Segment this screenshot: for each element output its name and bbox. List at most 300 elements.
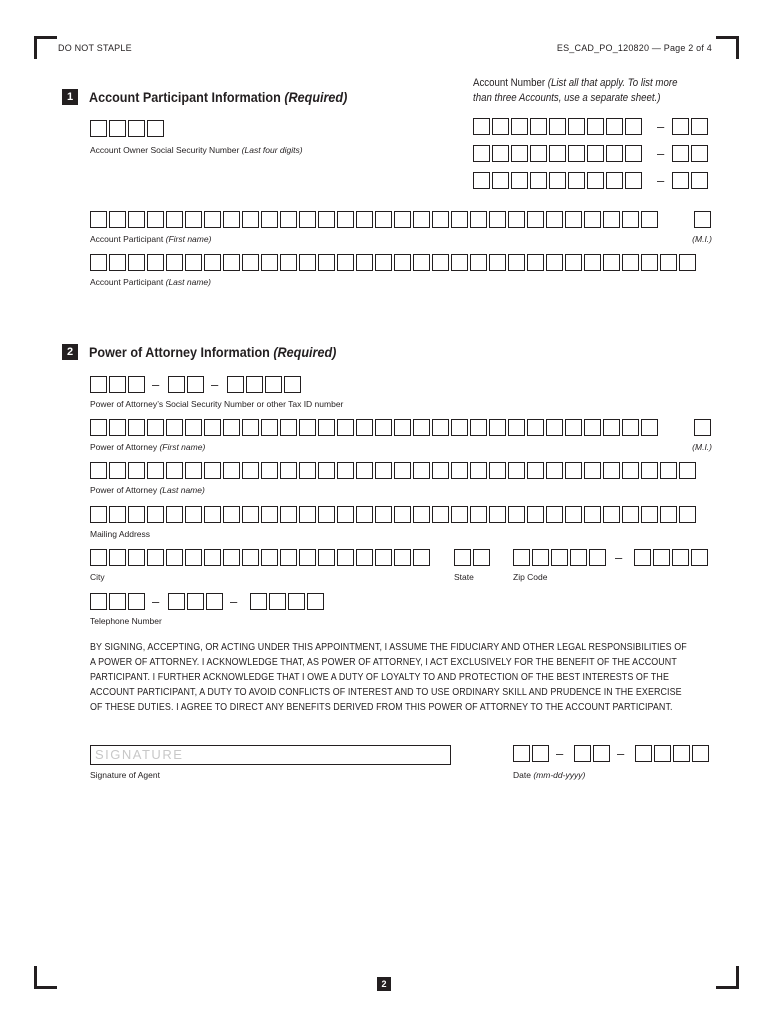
char-box[interactable] [288, 593, 305, 610]
char-box[interactable] [280, 419, 297, 436]
char-box[interactable] [223, 549, 240, 566]
date-month[interactable] [513, 745, 551, 762]
poa-first-name[interactable] [90, 419, 660, 436]
char-box[interactable] [318, 549, 335, 566]
char-box[interactable] [261, 549, 278, 566]
char-box[interactable] [223, 211, 240, 228]
char-box[interactable] [603, 211, 620, 228]
char-box[interactable] [356, 419, 373, 436]
char-box[interactable] [375, 462, 392, 479]
char-box[interactable] [634, 549, 651, 566]
char-box[interactable] [635, 745, 652, 762]
char-box[interactable] [394, 254, 411, 271]
char-box[interactable] [166, 462, 183, 479]
char-box[interactable] [261, 254, 278, 271]
char-box[interactable] [432, 462, 449, 479]
char-box[interactable] [375, 419, 392, 436]
char-box[interactable] [242, 211, 259, 228]
char-box[interactable] [508, 462, 525, 479]
char-box[interactable] [128, 120, 145, 137]
char-box[interactable] [622, 254, 639, 271]
char-box[interactable] [375, 211, 392, 228]
char-box[interactable] [549, 118, 566, 135]
crop-mark-top-left [34, 36, 57, 59]
char-box[interactable] [513, 745, 530, 762]
char-box[interactable] [261, 506, 278, 523]
poa-phone-prefix[interactable] [168, 593, 225, 610]
char-box[interactable] [185, 419, 202, 436]
char-box[interactable] [356, 254, 373, 271]
char-box[interactable] [337, 254, 354, 271]
char-box[interactable] [337, 211, 354, 228]
char-box[interactable] [394, 506, 411, 523]
char-box[interactable] [242, 419, 259, 436]
char-box[interactable] [242, 506, 259, 523]
char-box[interactable] [527, 211, 544, 228]
char-box[interactable] [356, 211, 373, 228]
char-box[interactable] [261, 462, 278, 479]
char-box[interactable] [299, 254, 316, 271]
char-box[interactable] [204, 549, 221, 566]
char-box[interactable] [546, 419, 563, 436]
char-box[interactable] [511, 145, 528, 162]
account-number-3-suffix[interactable] [672, 172, 710, 189]
char-box[interactable] [166, 549, 183, 566]
char-box[interactable] [168, 376, 185, 393]
char-box[interactable] [584, 211, 601, 228]
char-box[interactable] [147, 211, 164, 228]
char-box[interactable] [356, 462, 373, 479]
char-box[interactable] [679, 506, 696, 523]
poa-ssn-part3[interactable] [227, 376, 303, 393]
char-box[interactable] [227, 376, 244, 393]
zip-dash: – [615, 550, 623, 565]
zip-label: Zip Code [513, 572, 548, 582]
char-box[interactable] [691, 549, 708, 566]
char-box[interactable] [432, 254, 449, 271]
char-box[interactable] [413, 254, 430, 271]
char-box[interactable] [549, 145, 566, 162]
participant-first-name[interactable] [90, 211, 660, 228]
char-box[interactable] [432, 419, 449, 436]
char-box[interactable] [128, 376, 145, 393]
char-box[interactable] [532, 745, 549, 762]
char-box[interactable] [492, 172, 509, 189]
char-box[interactable] [223, 462, 240, 479]
char-box[interactable] [280, 506, 297, 523]
char-box[interactable] [147, 462, 164, 479]
participant-last-name[interactable] [90, 254, 698, 271]
char-box[interactable] [489, 211, 506, 228]
char-box[interactable] [489, 419, 506, 436]
char-box[interactable] [603, 462, 620, 479]
char-box[interactable] [473, 549, 490, 566]
char-box[interactable] [109, 254, 126, 271]
char-box[interactable] [318, 462, 335, 479]
char-box[interactable] [593, 745, 610, 762]
char-box[interactable] [206, 593, 223, 610]
char-box[interactable] [337, 549, 354, 566]
char-box[interactable] [654, 745, 671, 762]
char-box[interactable] [109, 593, 126, 610]
form-id-page: ES_CAD_PO_120820 — Page 2 of 4 [556, 43, 712, 53]
char-box[interactable] [454, 549, 471, 566]
poa-mi[interactable] [694, 419, 713, 436]
char-box[interactable] [185, 254, 202, 271]
char-box[interactable] [166, 506, 183, 523]
poa-phone-line[interactable] [250, 593, 326, 610]
char-box[interactable] [489, 254, 506, 271]
char-box[interactable] [570, 549, 587, 566]
char-box[interactable] [546, 462, 563, 479]
char-box[interactable] [204, 254, 221, 271]
char-box[interactable] [185, 549, 202, 566]
char-box[interactable] [691, 118, 708, 135]
char-box[interactable] [530, 118, 547, 135]
char-box[interactable] [187, 376, 204, 393]
char-box[interactable] [691, 145, 708, 162]
char-box[interactable] [394, 549, 411, 566]
char-box[interactable] [551, 549, 568, 566]
char-box[interactable] [299, 462, 316, 479]
char-box[interactable] [470, 211, 487, 228]
char-box[interactable] [250, 593, 267, 610]
char-box[interactable] [90, 462, 107, 479]
char-box[interactable] [375, 254, 392, 271]
char-box[interactable] [473, 118, 490, 135]
char-box[interactable] [128, 211, 145, 228]
char-box[interactable] [513, 549, 530, 566]
char-box[interactable] [694, 211, 711, 228]
char-box[interactable] [492, 145, 509, 162]
date-year[interactable] [635, 745, 711, 762]
char-box[interactable] [223, 254, 240, 271]
date-dash-2: – [617, 746, 625, 761]
char-box[interactable] [166, 254, 183, 271]
char-box[interactable] [109, 120, 126, 137]
char-box[interactable] [511, 172, 528, 189]
char-box[interactable] [451, 419, 468, 436]
char-box[interactable] [109, 549, 126, 566]
poa-acknowledgement-text: BY SIGNING, ACCEPTING, OR ACTING UNDER THIS APPOINTMENT, I ASSUME THE FIDUCIARY AND OTHER LEGAL RESPONSIBILITIES OF A POWER OF ATTORNEY. I ACKNOWLEDGE THAT, AS POWER OF ATTORNEY, I ACT EXCLUSIVELY FOR THE BENEFIT OF THE ACCOUNT PARTICIPANT. I FURTHER ACKNOWLEDGE THAT I OWE A DUTY OF LOYALTY TO AND PROTECTION OF THE BEST INTERESTS OF THE ACCOUNT PARTICIPANT, A DUTY TO AVOID CONFLICTS OF INTEREST AND TO USE ORDINARY SKILL AND PRUDENCE IN THE EXERCISE OF THESE DUTIES. I AGREE TO DIRECT ANY BENEFITS DERIVED FROM THIS POWER OF ATTORNEY TO THE ACCOUNT PARTICIPANT. [90, 641, 687, 713]
char-box[interactable] [565, 254, 582, 271]
char-box[interactable] [587, 118, 604, 135]
char-box[interactable] [492, 118, 509, 135]
char-box[interactable] [318, 419, 335, 436]
char-box[interactable] [622, 419, 639, 436]
char-box[interactable] [299, 419, 316, 436]
char-box[interactable] [128, 506, 145, 523]
account-number-3-dash: – [657, 173, 665, 188]
poa-ssn-part2[interactable] [168, 376, 206, 393]
char-box[interactable] [375, 506, 392, 523]
char-box[interactable] [394, 419, 411, 436]
char-box[interactable] [109, 419, 126, 436]
char-box[interactable] [641, 506, 658, 523]
char-box[interactable] [128, 549, 145, 566]
char-box[interactable] [147, 549, 164, 566]
char-box[interactable] [242, 462, 259, 479]
char-box[interactable] [394, 211, 411, 228]
account-number-1-dash: – [657, 119, 665, 134]
char-box[interactable] [568, 172, 585, 189]
account-number-2-main[interactable] [473, 145, 644, 162]
char-box[interactable] [622, 462, 639, 479]
char-box[interactable] [660, 254, 677, 271]
char-box[interactable] [606, 118, 623, 135]
account-number-2-suffix[interactable] [672, 145, 710, 162]
char-box[interactable] [694, 419, 711, 436]
do-not-staple-note: DO NOT STAPLE [58, 43, 132, 53]
char-box[interactable] [109, 211, 126, 228]
char-box[interactable] [90, 254, 107, 271]
char-box[interactable] [280, 462, 297, 479]
char-box[interactable] [166, 419, 183, 436]
poa-phone-area[interactable] [90, 593, 147, 610]
char-box[interactable] [692, 745, 709, 762]
telephone-label: Telephone Number [90, 616, 162, 626]
char-box[interactable] [337, 506, 354, 523]
char-box[interactable] [432, 211, 449, 228]
char-box[interactable] [653, 549, 670, 566]
char-box[interactable] [508, 254, 525, 271]
char-box[interactable] [185, 462, 202, 479]
char-box[interactable] [280, 211, 297, 228]
char-box[interactable] [413, 506, 430, 523]
account-number-2-dash: – [657, 146, 665, 161]
char-box[interactable] [679, 462, 696, 479]
char-box[interactable] [356, 549, 373, 566]
char-box[interactable] [546, 211, 563, 228]
char-box[interactable] [223, 506, 240, 523]
char-box[interactable] [242, 254, 259, 271]
char-box[interactable] [508, 506, 525, 523]
char-box[interactable] [299, 506, 316, 523]
char-box[interactable] [223, 419, 240, 436]
mailing-address-label: Mailing Address [90, 529, 151, 539]
char-box[interactable] [109, 462, 126, 479]
char-box[interactable] [451, 506, 468, 523]
signature-field[interactable]: SIGNATURE [90, 745, 451, 765]
char-box[interactable] [589, 549, 606, 566]
char-box[interactable] [622, 211, 639, 228]
char-box[interactable] [625, 145, 642, 162]
section-2-title: Power of Attorney Information (Required) [89, 344, 337, 360]
char-box[interactable] [584, 506, 601, 523]
date-day[interactable] [574, 745, 612, 762]
char-box[interactable] [511, 118, 528, 135]
account-owner-ssn-last4[interactable] [90, 120, 166, 137]
char-box[interactable] [587, 172, 604, 189]
char-box[interactable] [90, 376, 107, 393]
char-box[interactable] [565, 211, 582, 228]
char-box[interactable] [584, 419, 601, 436]
char-box[interactable] [90, 419, 107, 436]
char-box[interactable] [166, 211, 183, 228]
char-box[interactable] [413, 211, 430, 228]
char-box[interactable] [672, 145, 689, 162]
char-box[interactable] [318, 506, 335, 523]
char-box[interactable] [432, 506, 449, 523]
poa-city[interactable] [90, 549, 432, 566]
char-box[interactable] [337, 462, 354, 479]
char-box[interactable] [147, 120, 164, 137]
char-box[interactable] [265, 376, 282, 393]
char-box[interactable] [625, 118, 642, 135]
char-box[interactable] [508, 419, 525, 436]
char-box[interactable] [546, 506, 563, 523]
account-number-label: Account Number (List all that apply. To list more than three Accounts, use a separate sheet.) [473, 77, 678, 104]
poa-last-name[interactable] [90, 462, 698, 479]
char-box[interactable] [299, 549, 316, 566]
char-box[interactable] [307, 593, 324, 610]
crop-mark-bottom-right [716, 966, 739, 989]
char-box[interactable] [280, 549, 297, 566]
page-number: 2 [377, 977, 391, 991]
char-box[interactable] [185, 506, 202, 523]
char-box[interactable] [204, 506, 221, 523]
char-box[interactable] [451, 211, 468, 228]
char-box[interactable] [90, 120, 107, 137]
char-box[interactable] [584, 462, 601, 479]
char-box[interactable] [568, 118, 585, 135]
account-number-1-suffix[interactable] [672, 118, 710, 135]
char-box[interactable] [284, 376, 301, 393]
char-box[interactable] [672, 172, 689, 189]
char-box[interactable] [128, 419, 145, 436]
char-box[interactable] [337, 419, 354, 436]
char-box[interactable] [603, 419, 620, 436]
char-box[interactable] [679, 254, 696, 271]
char-box[interactable] [451, 462, 468, 479]
char-box[interactable] [451, 254, 468, 271]
char-box[interactable] [318, 254, 335, 271]
char-box[interactable] [280, 254, 297, 271]
char-box[interactable] [356, 506, 373, 523]
char-box[interactable] [90, 593, 107, 610]
char-box[interactable] [641, 462, 658, 479]
char-box[interactable] [90, 549, 107, 566]
char-box[interactable] [641, 211, 658, 228]
char-box[interactable] [470, 254, 487, 271]
char-box[interactable] [489, 506, 506, 523]
char-box[interactable] [168, 593, 185, 610]
section-2-badge: 2 [62, 344, 78, 360]
char-box[interactable] [641, 254, 658, 271]
poa-ssn-dash-1: – [152, 377, 160, 392]
char-box[interactable] [625, 172, 642, 189]
char-box[interactable] [527, 419, 544, 436]
account-number-1-main[interactable] [473, 118, 644, 135]
char-box[interactable] [473, 145, 490, 162]
char-box[interactable] [606, 172, 623, 189]
char-box[interactable] [90, 211, 107, 228]
char-box[interactable] [242, 549, 259, 566]
char-box[interactable] [413, 462, 430, 479]
char-box[interactable] [128, 462, 145, 479]
char-box[interactable] [187, 593, 204, 610]
state-label: State [454, 572, 474, 582]
char-box[interactable] [672, 549, 689, 566]
char-box[interactable] [147, 506, 164, 523]
char-box[interactable] [587, 145, 604, 162]
char-box[interactable] [527, 506, 544, 523]
char-box[interactable] [603, 506, 620, 523]
char-box[interactable] [565, 419, 582, 436]
poa-ssn-part1[interactable] [90, 376, 147, 393]
char-box[interactable] [508, 211, 525, 228]
char-box[interactable] [204, 419, 221, 436]
char-box[interactable] [546, 254, 563, 271]
char-box[interactable] [565, 462, 582, 479]
char-box[interactable] [489, 462, 506, 479]
char-box[interactable] [128, 254, 145, 271]
char-box[interactable] [375, 549, 392, 566]
char-box[interactable] [574, 745, 591, 762]
char-box[interactable] [527, 254, 544, 271]
char-box[interactable] [261, 211, 278, 228]
char-box[interactable] [584, 254, 601, 271]
char-box[interactable] [641, 419, 658, 436]
char-box[interactable] [549, 172, 566, 189]
char-box[interactable] [109, 376, 126, 393]
char-box[interactable] [606, 145, 623, 162]
char-box[interactable] [470, 462, 487, 479]
char-box[interactable] [318, 211, 335, 228]
char-box[interactable] [413, 549, 430, 566]
participant-mi[interactable] [694, 211, 713, 228]
char-box[interactable] [660, 506, 677, 523]
char-box[interactable] [470, 419, 487, 436]
char-box[interactable] [204, 211, 221, 228]
poa-zip-5[interactable] [513, 549, 608, 566]
char-box[interactable] [568, 145, 585, 162]
char-box[interactable] [603, 254, 620, 271]
char-box[interactable] [147, 254, 164, 271]
char-box[interactable] [269, 593, 286, 610]
char-box[interactable] [673, 745, 690, 762]
char-box[interactable] [246, 376, 263, 393]
char-box[interactable] [394, 462, 411, 479]
char-box[interactable] [147, 419, 164, 436]
char-box[interactable] [660, 462, 677, 479]
char-box[interactable] [261, 419, 278, 436]
char-box[interactable] [204, 462, 221, 479]
account-number-3-main[interactable] [473, 172, 644, 189]
char-box[interactable] [90, 506, 107, 523]
poa-zip-4[interactable] [634, 549, 710, 566]
char-box[interactable] [530, 145, 547, 162]
char-box[interactable] [299, 211, 316, 228]
char-box[interactable] [128, 593, 145, 610]
char-box[interactable] [622, 506, 639, 523]
char-box[interactable] [185, 211, 202, 228]
poa-mailing-address[interactable] [90, 506, 698, 523]
char-box[interactable] [109, 506, 126, 523]
char-box[interactable] [413, 419, 430, 436]
char-box[interactable] [530, 172, 547, 189]
char-box[interactable] [473, 172, 490, 189]
account-owner-ssn-label: Account Owner Social Security Number (Last four digits) [90, 145, 303, 155]
char-box[interactable] [691, 172, 708, 189]
char-box[interactable] [532, 549, 549, 566]
char-box[interactable] [565, 506, 582, 523]
char-box[interactable] [672, 118, 689, 135]
poa-state[interactable] [454, 549, 492, 566]
char-box[interactable] [470, 506, 487, 523]
char-box[interactable] [527, 462, 544, 479]
participant-last-name-label: Account Participant (Last name) [90, 277, 211, 287]
